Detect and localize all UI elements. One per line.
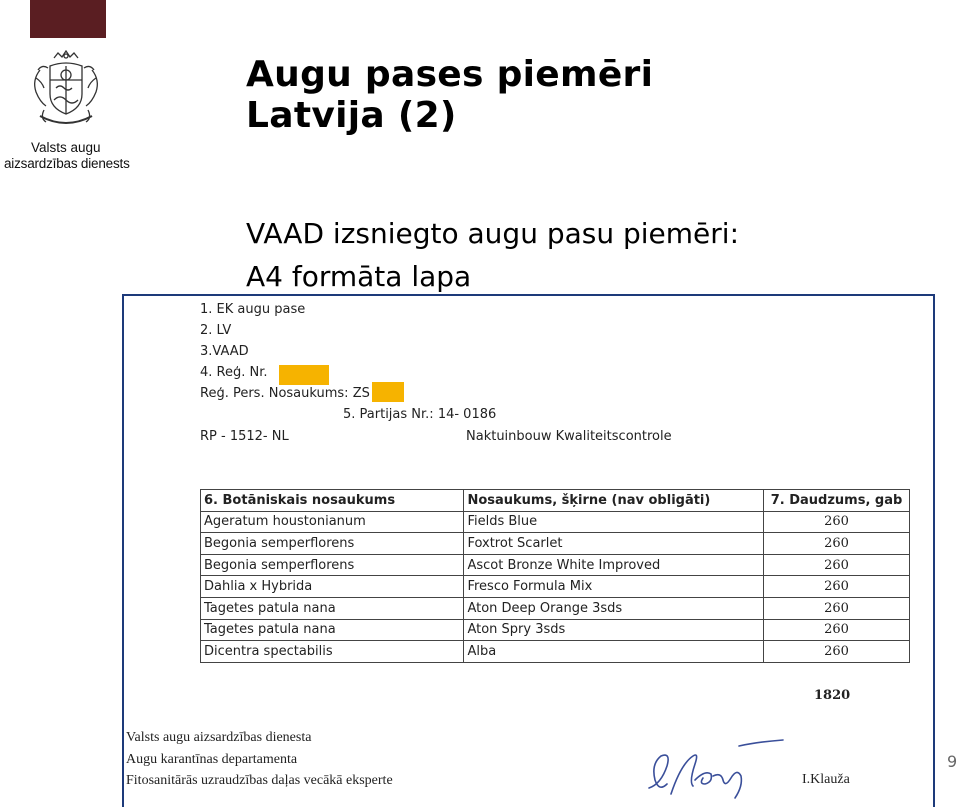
partijas-number: 5. Partijas Nr.: 14- 0186 [343,407,497,422]
table-row [201,597,910,619]
header-variety: Nosaukums, šķirne (nav obligāti) [464,490,764,512]
quantity-cell: 260 [764,641,910,663]
top-accent-bar [30,0,106,38]
botanical-name-cell: Tagetes patula nana [201,597,464,619]
page-number: 9 [947,752,958,771]
plant-table [200,489,910,663]
logo-line-1: Valsts augu [31,140,101,155]
rp-number: RP - 1512- NL [200,429,289,444]
variety-cell: Aton Deep Orange 3sds [464,597,764,619]
slide-subtitle [246,212,739,298]
title-line-2: Latvija (2) [246,95,457,136]
redaction-block [372,382,404,402]
variety-cell: Aton Spry 3sds [464,619,764,641]
passport-line-1: 1. EK augu pase [200,302,306,317]
table-header-row [201,490,910,512]
redaction-block [279,365,329,385]
botanical-name-cell: Dahlia x Hybrida [201,576,464,598]
table-row [201,533,910,555]
plant-passport-document [122,294,935,807]
footer-line-3: Fitosanitārās uzraudzības daļas vecākā eksperte [126,773,393,788]
header-botanical-name: 6. Botāniskais nosaukums [201,490,464,512]
passport-line-5: Reģ. Pers. Nosaukums: ZS [200,386,370,401]
table-row [201,554,910,576]
title-line-1: Augu pases piemēri [246,54,654,95]
variety-cell: Ascot Bronze White Improved [464,554,764,576]
vaad-logo [0,50,140,175]
passport-line-2: 2. LV [200,323,232,338]
quantity-cell: 260 [764,533,910,555]
variety-cell: Alba [464,641,764,663]
footer-line-1: Valsts augu aizsardzības dienesta [126,730,312,745]
passport-line-3: 3.VAAD [200,344,249,359]
botanical-name-cell: Dicentra spectabilis [201,641,464,663]
quantity-cell: 260 [764,554,910,576]
passport-line-4: 4. Reģ. Nr. [200,365,268,380]
table-row [201,619,910,641]
quantity-cell: 260 [764,619,910,641]
naktuinbouw-label: Naktuinbouw Kwaliteitscontrole [466,429,672,444]
botanical-name-cell: Tagetes patula nana [201,619,464,641]
botanical-name-cell: Ageratum houstonianum [201,511,464,533]
signer-name: I.Klauža [802,772,850,787]
table-row [201,641,910,663]
footer-line-2: Augu karantīnas departamenta [126,752,298,767]
subtitle-line-1: VAAD izsniegto augu pasu piemēri: [246,217,740,250]
coat-of-arms-icon [26,50,106,134]
table-row [201,511,910,533]
handwritten-signature [639,736,789,806]
quantity-cell: 260 [764,511,910,533]
table-row [201,576,910,598]
header-quantity: 7. Daudzums, gab [764,490,910,512]
logo-line-2: aizsardzības dienests [4,156,130,171]
quantity-cell: 260 [764,576,910,598]
quantity-total: 1820 [814,688,851,703]
botanical-name-cell: Begonia semperflorens [201,554,464,576]
botanical-name-cell: Begonia semperflorens [201,533,464,555]
variety-cell: Fresco Formula Mix [464,576,764,598]
variety-cell: Foxtrot Scarlet [464,533,764,555]
quantity-cell: 260 [764,597,910,619]
slide-title [246,54,653,136]
subtitle-line-2: A4 formāta lapa [246,260,472,293]
variety-cell: Fields Blue [464,511,764,533]
